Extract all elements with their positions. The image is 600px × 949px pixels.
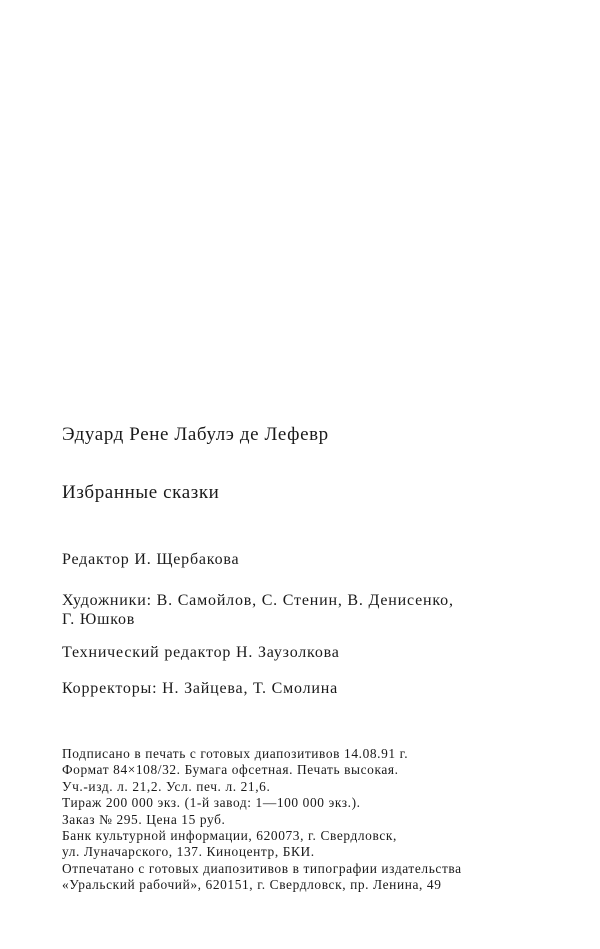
imprint-line: Уч.-изд. л. 21,2. Усл. печ. л. 21,6. [62,778,271,794]
imprint-line: Подписано в печать с готовых диапозитивов 14.08.91 г. [62,746,409,761]
correctors-credit: Корректоры: Н. Зайцева, Т. Смолина [62,680,339,697]
artists-credit-line-1: Художники: В. Самойлов, С. Стенин, В. Денисенко, [62,592,454,609]
imprint-line: Заказ № 295. Цена 15 руб. [62,811,226,827]
imprint-line: Отпечатано с готовых диапозитивов в типографии издательства [62,860,462,876]
author-name: Эдуард Рене Лабулэ де Лефевр [62,424,329,445]
artists-credit-line-2: Г. Юшков [62,611,136,628]
imprint-line: Формат 84×108/32. Бумага офсетная. Печать высокая. [62,762,399,778]
imprint-line: ул. Луначарского, 137. Киноцентр, БКИ. [62,844,315,860]
imprint-line: Банк культурной информации, 620073, г. Свердловск, [62,828,397,844]
imprint-line: Тираж 200 000 экз. (1-й завод: 1—100 000 экз.). [62,795,361,811]
tech-editor-credit: Технический редактор Н. Заузолкова [62,644,340,661]
imprint-line: «Уральский рабочий», 620151, г. Свердловск, пр. Ленина, 49 [62,877,442,893]
imprint-block [62,746,580,894]
book-title: Избранные сказки [62,482,220,503]
editor-credit: Редактор И. Щербакова [62,551,240,568]
